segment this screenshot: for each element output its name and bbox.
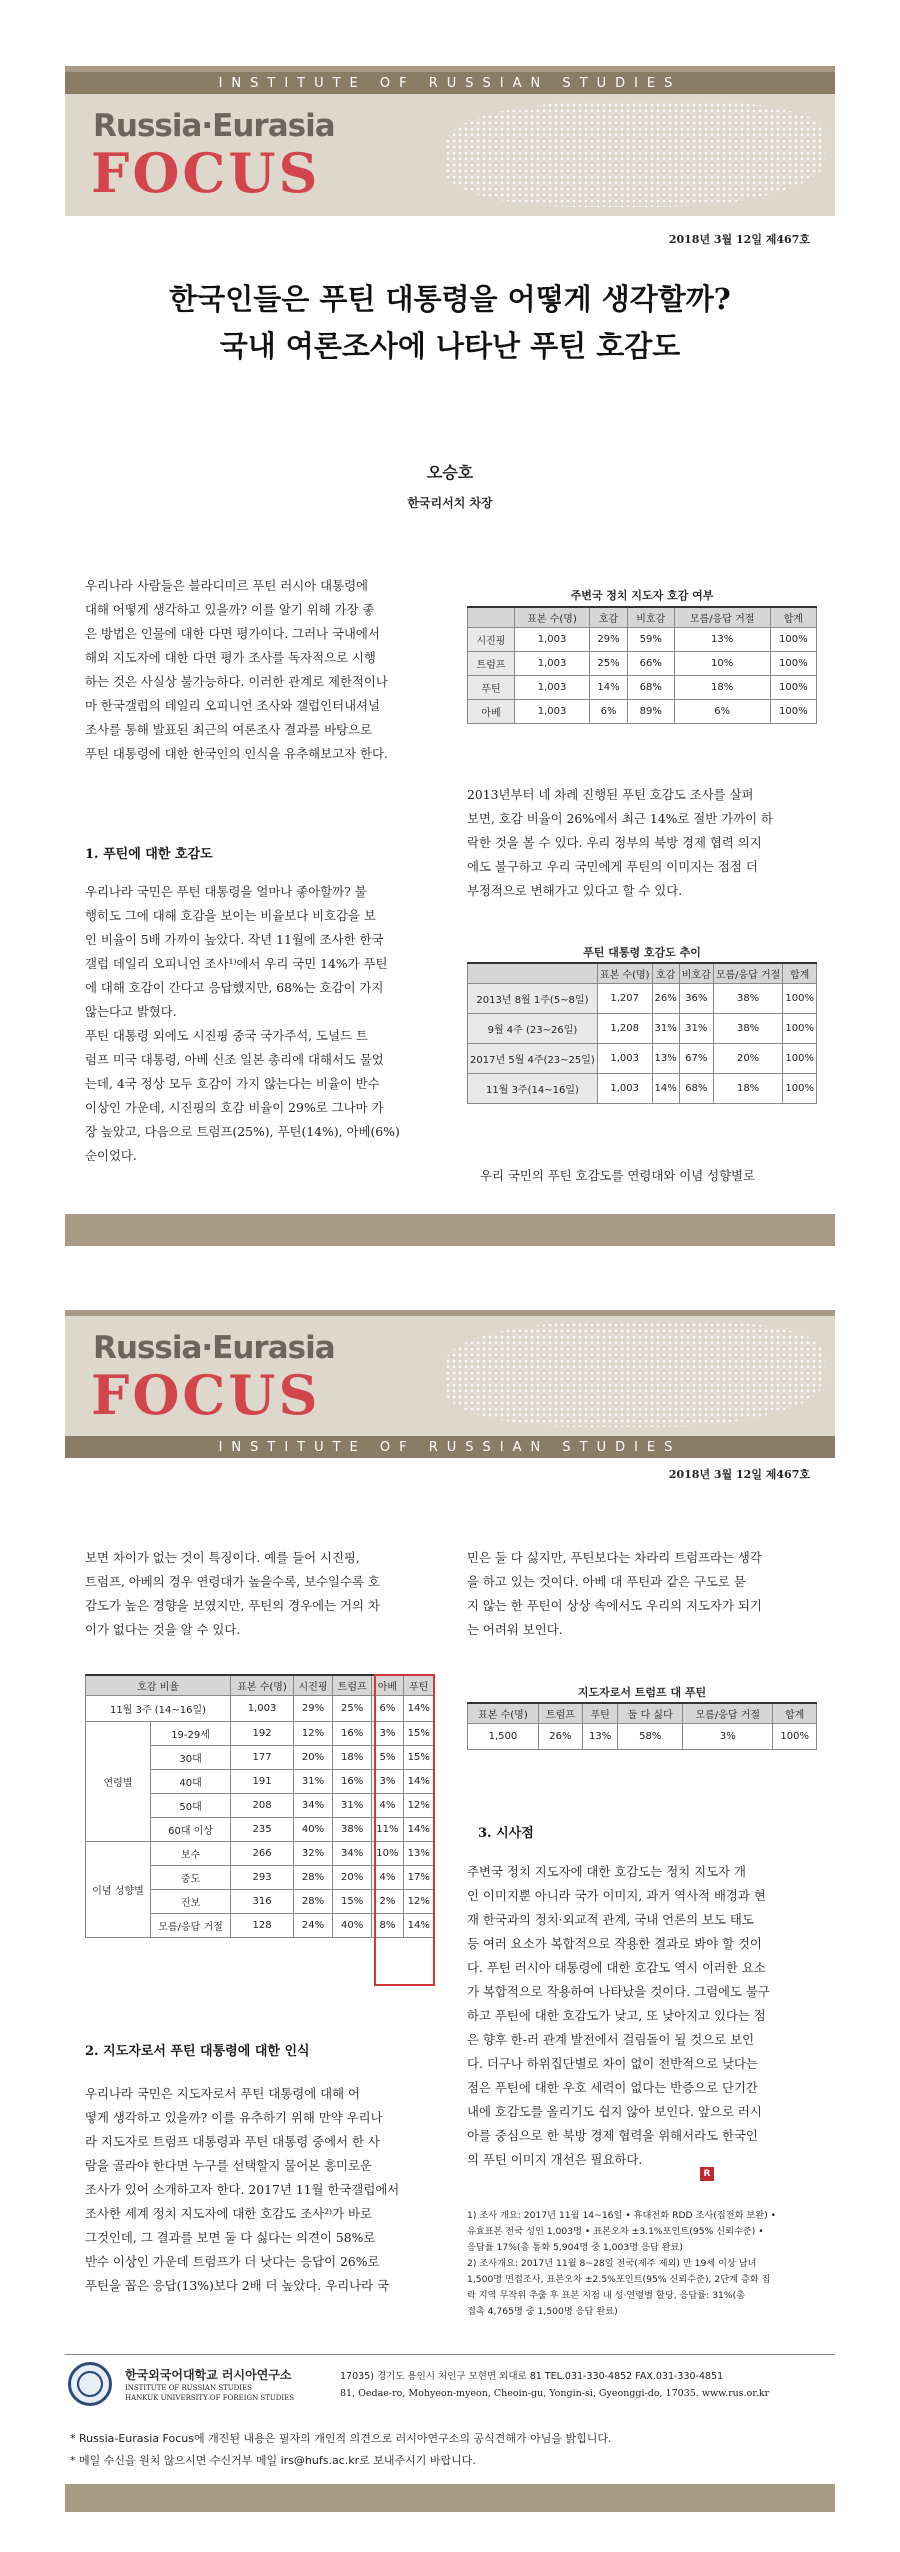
table-row: [468, 984, 817, 1014]
table-cell: 29%: [293, 1696, 332, 1722]
s1b-line: 장 높았고, 다음으로 트럼프(25%), 푸틴(14%), 아베(6%): [85, 1124, 400, 1139]
s2-line: 조사가 있어 소개하고자 한다. 2017년 11월 한국갤럽에서: [85, 2182, 400, 2197]
map-graphic-2: [445, 1322, 825, 1427]
s1a-line: 갤럽 데일리 오피니언 조사¹⁾에서 우리 국민 14%가 푸틴: [85, 956, 388, 971]
section-2-paragraph: [85, 2082, 435, 2298]
table-cell: 31%: [652, 1014, 679, 1044]
table-cell: 1,208: [597, 1014, 652, 1044]
breakdown-text-line: 트럼프, 아베의 경우 연령대가 높을수록, 보수일수록 호: [85, 1574, 380, 1589]
table-cell: 표본 수(명): [231, 1675, 294, 1696]
table-cell: 11%: [372, 1818, 403, 1842]
section-1-heading: 1. 푸틴에 대한 호감도: [85, 847, 213, 862]
table-cell: 31%: [679, 1014, 713, 1044]
s3-line: 재 한국과의 정치·외교적 관계, 국내 언론의 보도 태도: [467, 1912, 754, 1927]
choice-text-line: 는 어려워 보인다.: [467, 1622, 563, 1637]
s3-line: 의 푸틴 이미지 개선은 필요하다.: [467, 2152, 643, 2167]
table-cell: 36%: [679, 984, 713, 1014]
table-cell: 6%: [590, 700, 628, 724]
table-cell: [468, 963, 598, 984]
table-cell: 10%: [674, 652, 770, 676]
table-cell: 19-29세: [151, 1722, 231, 1746]
s1a-line: 행히도 그에 대해 호감을 보이는 비율보다 비호감을 보: [85, 908, 376, 923]
table-cell: 40%: [293, 1818, 332, 1842]
s2-line: 푸틴을 꼽은 응답(13%)보다 2배 더 높았다. 우리나라 국: [85, 2278, 390, 2293]
table-cell: 2%: [372, 1890, 403, 1914]
table-cell: 트럼프: [538, 1703, 582, 1724]
table-cell: 표본 수(명): [597, 963, 652, 984]
continued-line: 우리 국민의 푸틴 호감도를 연령대와 이념 성향별로: [480, 1168, 755, 1183]
s3-line: 등 여러 요소가 복합적으로 작용한 결과로 봐야 할 것이: [467, 1936, 762, 1951]
table-cell: 3%: [372, 1770, 403, 1794]
table-cell: 18%: [713, 1074, 783, 1104]
section-2-heading: 2. 지도자로서 푸틴 대통령에 대한 인식: [85, 2044, 310, 2059]
table-cell: 50대: [151, 1794, 231, 1818]
breakdown-text-line: 감도가 높은 경향을 보였지만, 푸틴의 경우에는 거의 차: [85, 1598, 380, 1613]
table-cell: 합계: [770, 607, 816, 628]
table-putin-trend: [467, 962, 817, 1104]
table-cell: 9월 4주 (23~26일): [468, 1014, 598, 1044]
table-cell: 191: [231, 1770, 294, 1794]
choice-text-line: 지 않는 한 푸틴이 상상 속에서도 우리의 지도자가 되기: [467, 1598, 762, 1613]
table-cell: 28%: [293, 1890, 332, 1914]
map-graphic: [445, 102, 825, 207]
table-cell: 18%: [333, 1746, 372, 1770]
s1b-line: 순이었다.: [85, 1148, 137, 1163]
table-cell: 20%: [293, 1746, 332, 1770]
table-cell: 266: [231, 1842, 294, 1866]
s3-line: 가 복합적으로 작용하여 나타났을 것이다. 그럼에도 불구: [467, 1984, 770, 1999]
table-cell: 20%: [713, 1044, 783, 1074]
intro-paragraph: [85, 574, 435, 766]
brand-top: Russia·Eurasia: [93, 108, 335, 144]
table-cell: 68%: [627, 676, 674, 700]
leader-choice-paragraph: [467, 1546, 817, 1642]
table-cell: 31%: [333, 1794, 372, 1818]
s2-line: 떻게 생각하고 있을까? 이를 유추하기 위해 만약 우리나: [85, 2110, 383, 2125]
table-cell: 20%: [333, 1866, 372, 1890]
page1-bottom-band: [65, 1214, 835, 1246]
table-cell: 14%: [403, 1818, 434, 1842]
table-cell: 트럼프: [468, 652, 515, 676]
table-cell: 14%: [403, 1914, 434, 1938]
table-cell: 38%: [713, 1014, 783, 1044]
table-cell: 38%: [713, 984, 783, 1014]
s1b-line: 이상인 가운데, 시진핑의 호감 비율이 29%로 그나마 가: [85, 1100, 384, 1115]
footnote-line: 락 지역 무작위 추출 후 표본 지점 내 성·연령별 할당, 응답률: 31%(총: [467, 2290, 746, 2301]
masthead: [65, 94, 835, 216]
s3-line: 점은 푸틴에 대한 우호 세력이 없다는 반증으로 단기간: [467, 2080, 758, 2095]
s3-line: 다. 더구나 하위집단별로 차이 없이 전반적으로 낮다는: [467, 2056, 758, 2071]
table-cell: 1,003: [514, 676, 589, 700]
table-cell: 진보: [151, 1890, 231, 1914]
breakdown-text-line: 이가 없다는 것을 알 수 있다.: [85, 1622, 241, 1637]
table-cell: 12%: [403, 1890, 434, 1914]
table-cell: 푸틴: [468, 676, 515, 700]
table-cell: 푸틴: [403, 1675, 434, 1696]
table-cell: 1,003: [597, 1074, 652, 1104]
table-cell: 1,003: [597, 1044, 652, 1074]
table-cell: 1,003: [514, 628, 589, 652]
trend-line: 에도 불구하고 우리 국민에게 푸틴의 이미지는 점점 더: [467, 859, 758, 874]
table-cell: 26%: [652, 984, 679, 1014]
table-cell: 15%: [403, 1746, 434, 1770]
intro-line: 대해 어떻게 생각하고 있을까? 이를 알기 위해 가장 좋: [85, 602, 375, 617]
intro-line: 해외 지도자에 대한 다면 평가 조사를 독자적으로 시행: [85, 650, 376, 665]
s1a-line: 에 대해 호감이 간다고 응답했지만, 68%는 호감이 가지: [85, 980, 384, 995]
table-header-row: [468, 607, 817, 628]
table-cell: 8%: [372, 1914, 403, 1938]
table-cell: 26%: [538, 1724, 582, 1750]
table-cell: 표본 수(명): [468, 1703, 539, 1724]
s2-line: 람을 골라야 한다면 누구를 선택할지 물어본 흥미로운: [85, 2158, 372, 2173]
table-cell: 14%: [590, 676, 628, 700]
table-cell: 4%: [372, 1866, 403, 1890]
table-cell: 아베: [372, 1675, 403, 1696]
footnote-line: 1,500명 면접조사, 표본오차 ±2.5%포인트(95% 신뢰수준), 2단계 층화 집: [467, 2274, 771, 2285]
unsubscribe-note: * 메일 수신을 원치 않으시면 수신거부 메일 irs@hufs.ac.kr로 보내주시기 바랍니다.: [70, 2454, 476, 2467]
org-name-en2: HANKUK UNIVERSITY OF FOREIGN STUDIES: [125, 2394, 295, 2402]
age-ideology-paragraph: [85, 1546, 435, 1642]
page-title-line2: 국내 여론조사에 나타난 푸틴 호감도: [219, 329, 681, 363]
table-cell: 3%: [372, 1722, 403, 1746]
trend-line: 락한 것을 볼 수 있다. 우리 정부의 북방 경제 협력 의지: [467, 835, 762, 850]
table-cell: 68%: [679, 1074, 713, 1104]
table-cell: 호감 비율: [86, 1675, 231, 1696]
brand-focus-2: FOCUS: [91, 1363, 321, 1427]
footnote-line: 응답률 17%(총 통화 5,904명 중 1,003명 응답 완료): [467, 2242, 684, 2253]
table-cell: 16%: [333, 1722, 372, 1746]
intro-line: 우리나라 사람들은 블라디미르 푸틴 러시아 대통령에: [85, 578, 369, 593]
section-1-paragraph-b: [85, 1024, 435, 1168]
institute-banner-2: INSTITUTE OF RUSSIAN STUDIES: [65, 1436, 835, 1458]
end-mark: R: [700, 2167, 714, 2181]
s3-line: 내에 호감도를 올리기도 쉽지 않아 보인다. 앞으로 러시: [467, 2104, 762, 2119]
page-title-line1: 한국인들은 푸틴 대통령을 어떻게 생각할까?: [169, 282, 731, 316]
table-row: [468, 1724, 817, 1750]
table-cell: 293: [231, 1866, 294, 1890]
table-cell: 1,003: [514, 700, 589, 724]
table-cell: 177: [231, 1746, 294, 1770]
table-cell: 11월 3주 (14~16일): [86, 1696, 231, 1722]
table-row: [468, 628, 817, 652]
trend-paragraph: [467, 783, 817, 903]
table-cell: 29%: [590, 628, 628, 652]
table-cell: 트럼프: [333, 1675, 372, 1696]
table-cell: 100%: [773, 1724, 817, 1750]
issue-date-2: 2018년 3월 12일 제467호: [668, 1468, 810, 1481]
table-cell: 2013년 8월 1주(5~8일): [468, 984, 598, 1014]
s1b-line: 는데, 4국 정상 모두 호감이 가지 않는다는 비율이 반수: [85, 1076, 380, 1091]
table-cell: 34%: [333, 1842, 372, 1866]
s1a-line: 우리나라 국민은 푸틴 대통령을 얼마나 좋아할까? 불: [85, 884, 367, 899]
table-cell: 1,003: [231, 1696, 294, 1722]
s3-line: 다. 푸틴 러시아 대통령에 대한 호감도 역시 이러한 요소: [467, 1960, 766, 1975]
table-cell: 15%: [333, 1890, 372, 1914]
table-cell: 12%: [403, 1794, 434, 1818]
section-1-paragraph-a: [85, 880, 435, 1024]
table-cell: 14%: [403, 1770, 434, 1794]
table-cell: 58%: [618, 1724, 683, 1750]
table-cell: 16%: [333, 1770, 372, 1794]
choice-text-line: 을 하고 있는 것이다. 아베 대 푸틴과 같은 구도로 묻: [467, 1574, 746, 1589]
footnote-line: 유효표본 전국 성인 1,003명 • 표본오차 ±3.1%포인트(95% 신뢰수준) •: [467, 2226, 764, 2237]
table2-title: 푸틴 대통령 호감도 추이: [583, 946, 701, 959]
table-cell: 중도: [151, 1866, 231, 1890]
table-cell: 6%: [674, 700, 770, 724]
table-cell: 128: [231, 1914, 294, 1938]
table-cell: 보수: [151, 1842, 231, 1866]
table-cell: 100%: [770, 700, 816, 724]
intro-line: 은 방법은 인물에 대한 다면 평가이다. 그러나 국내에서: [85, 626, 380, 641]
table-cell: 합계: [783, 963, 817, 984]
table-cell: 11월 3주(14~16일): [468, 1074, 598, 1104]
org-name-en1: INSTITUTE OF RUSSIAN STUDIES: [125, 2384, 252, 2392]
table-cell: 34%: [293, 1794, 332, 1818]
table-cell: 호감: [590, 607, 628, 628]
s1a-line: 인 비율이 5배 가까이 높았다. 작년 11월에 조사한 한국: [85, 932, 384, 947]
table-cell: 100%: [770, 676, 816, 700]
table-row: [468, 652, 817, 676]
intro-line: 마 한국갤럽의 데일리 오피니언 조사와 갤럽인터내셔널: [85, 698, 380, 713]
intro-line: 하는 것은 사실상 불가능하다. 이러한 관계로 제한적이나: [85, 674, 388, 689]
table-cell: 시진핑: [293, 1675, 332, 1696]
table-cell: 아베: [468, 700, 515, 724]
trend-line: 부정적으로 변해가고 있다고 할 수 있다.: [467, 883, 683, 898]
table-cell: 208: [231, 1794, 294, 1818]
issue-date: 2018년 3월 12일 제467호: [668, 233, 810, 246]
s3-line: 주변국 정치 지도자에 대한 호감도는 정치 지도자 개: [467, 1864, 746, 1879]
table-row: [468, 676, 817, 700]
table-cell: 235: [231, 1818, 294, 1842]
table-cell: 호감: [652, 963, 679, 984]
table-cell: 192: [231, 1722, 294, 1746]
table-cell: 17%: [403, 1866, 434, 1890]
table-cell: 100%: [783, 984, 817, 1014]
table-leader-favorability: [467, 606, 817, 724]
table-cell: 4%: [372, 1794, 403, 1818]
table-cell: 100%: [783, 1014, 817, 1044]
trend-line: 보면, 호감 비율이 26%에서 최근 14%로 절반 가까이 하: [467, 811, 773, 826]
table-cell: 28%: [293, 1866, 332, 1890]
footnote-line: 2) 조사개요: 2017년 11월 8~28일 전국(제주 제외) 만 19세 이상 남녀: [467, 2258, 757, 2269]
s1b-line: 푸틴 대통령 외에도 시진핑 중국 국가주석, 도널드 트: [85, 1028, 368, 1043]
table-cell: 100%: [770, 652, 816, 676]
table-cell: 15%: [403, 1722, 434, 1746]
org-name-ko: 한국외국어대학교 러시아연구소: [125, 2368, 292, 2382]
choice-text-line: 민은 둘 다 싫지만, 푸틴보다는 차라리 트럼프라는 생각: [467, 1550, 762, 1565]
table-cell: 100%: [783, 1044, 817, 1074]
table-cell: 13%: [652, 1044, 679, 1074]
table-cell: 14%: [652, 1074, 679, 1104]
section-3-heading: 3. 시사점: [478, 1826, 534, 1841]
s2-line: 우리나라 국민은 지도자로서 푸틴 대통령에 대해 어: [85, 2086, 360, 2101]
footnote-line: 접촉 4,765명 중 1,500명 응답 완료): [467, 2306, 618, 2317]
table-cell: 1,003: [514, 652, 589, 676]
institute-banner: INSTITUTE OF RUSSIAN STUDIES: [65, 72, 835, 94]
table-cell: 25%: [333, 1696, 372, 1722]
putin-column-highlight: [374, 1674, 435, 1986]
table-cell: 1,500: [468, 1724, 539, 1750]
address-ko: 17035) 경기도 용인시 처인구 모현면 외대로 81 TEL.031-330-4852 FAX.031-330-4851: [340, 2371, 724, 2382]
trend-line: 2013년부터 네 차례 진행된 푸틴 호감도 조사를 살펴: [467, 787, 754, 802]
table-trump-vs-putin: [467, 1702, 817, 1750]
footer-divider: [65, 2354, 835, 2355]
table-cell: 40대: [151, 1770, 231, 1794]
table-cell: 모름/응답 거절: [151, 1914, 231, 1938]
table-cell: 40%: [333, 1914, 372, 1938]
table-cell: 13%: [403, 1842, 434, 1866]
table-cell: 30대: [151, 1746, 231, 1770]
table4-title: 지도자로서 트럼프 대 푸틴: [577, 1686, 707, 1699]
table-cell: 60대 이상: [151, 1818, 231, 1842]
table1-title: 주변국 정치 지도자 호감 여부: [570, 589, 714, 602]
s1b-line: 럼프 미국 대통령, 아베 신조 일본 총리에 대해서도 물었: [85, 1052, 384, 1067]
table-header-row: [468, 1703, 817, 1724]
s1a-line: 않는다고 밝혔다.: [85, 1004, 177, 1019]
author: 오승호: [426, 463, 474, 482]
brand-focus: FOCUS: [91, 141, 321, 205]
table-cell: 모름/응답 거절: [674, 607, 770, 628]
s2-line: 조사한 세계 정치 지도자에 대한 호감도 조사²⁾가 바로: [85, 2206, 372, 2221]
table-cell: 연령별: [86, 1722, 151, 1842]
s2-line: 라 지도자로 트럼프 대통령과 푸틴 대통령 중에서 한 사: [85, 2134, 380, 2149]
table-row: [468, 700, 817, 724]
table-cell: 둘 다 싫다: [618, 1703, 683, 1724]
table-cell: 합계: [773, 1703, 817, 1724]
table-cell: 비호감: [627, 607, 674, 628]
s3-line: 하고 푸틴에 대한 호감도가 낮고, 또 낮아지고 있다는 점: [467, 2008, 766, 2023]
table-cell: 67%: [679, 1044, 713, 1074]
footnote-line: 1) 조사 개요: 2017년 11월 14~16일 • 휴대전화 RDD 조사(집전화 보완) •: [467, 2210, 777, 2221]
s2-line: 반수 이상인 가운데 트럼프가 더 낫다는 응답이 26%로: [85, 2254, 380, 2269]
brand-top-2: Russia·Eurasia: [93, 1330, 335, 1366]
s2-line: 그것인데, 그 결과를 보면 둘 다 싫다는 의견이 58%로: [85, 2230, 376, 2245]
table-cell: 5%: [372, 1746, 403, 1770]
address-en: 81, Oedae-ro, Mohyeon-myeon, Cheoin-gu, Yongin-si, Gyeonggi-do, 17035. www.rus.or.kr: [340, 2388, 770, 2399]
table-cell: 66%: [627, 652, 674, 676]
affiliation: 한국리서치 차장: [407, 496, 493, 510]
table-cell: 모름/응답 거절: [683, 1703, 773, 1724]
table-cell: 31%: [293, 1770, 332, 1794]
table-cell: 316: [231, 1890, 294, 1914]
masthead-2: [65, 1316, 835, 1436]
table-row: [468, 1014, 817, 1044]
table-cell: 100%: [770, 628, 816, 652]
disclaimer: * Russia-Eurasia Focus에 개진된 내용은 필자의 개인적 의견으로 러시아연구소의 공식견해가 아님을 밝힙니다.: [70, 2432, 612, 2445]
table-cell: 모름/응답 거절: [713, 963, 783, 984]
table-cell: 이념 성향별: [86, 1842, 151, 1938]
table-cell: 89%: [627, 700, 674, 724]
table-cell: 비호감: [679, 963, 713, 984]
table-cell: 59%: [627, 628, 674, 652]
table-cell: 24%: [293, 1914, 332, 1938]
table-header-row: [468, 963, 817, 984]
table-cell: 100%: [783, 1074, 817, 1104]
table-row: [468, 1074, 817, 1104]
table-cell: 3%: [683, 1724, 773, 1750]
table-cell: 13%: [674, 628, 770, 652]
table-cell: 표본 수(명): [514, 607, 589, 628]
s3-line: 은 향후 한-러 관계 발전에서 걸림돌이 될 것으로 보인: [467, 2032, 755, 2047]
table-cell: 18%: [674, 676, 770, 700]
section-3-paragraph: [467, 1860, 817, 2172]
table-cell: 14%: [403, 1696, 434, 1722]
table-cell: 25%: [590, 652, 628, 676]
table-cell: 시진핑: [468, 628, 515, 652]
table-cell: [468, 607, 515, 628]
s3-line: 아를 중심으로 한 북방 경제 협력을 위해서라도 한국인: [467, 2128, 758, 2143]
page2-bottom-band: [65, 2484, 835, 2512]
intro-line: 조사를 통해 발표된 최근의 여론조사 결과를 바탕으로: [85, 722, 372, 737]
table-cell: 2017년 5월 4주(23~25일): [468, 1044, 598, 1074]
table-cell: 32%: [293, 1842, 332, 1866]
table-cell: 10%: [372, 1842, 403, 1866]
footnotes: [467, 2208, 817, 2320]
s3-line: 인 이미지뿐 아니라 국가 이미지, 과거 역사적 배경과 현: [467, 1888, 766, 1903]
table-cell: 6%: [372, 1696, 403, 1722]
table-row: [468, 1044, 817, 1074]
table-cell: 38%: [333, 1818, 372, 1842]
table-cell: 12%: [293, 1722, 332, 1746]
university-seal: [68, 2362, 112, 2406]
intro-line: 푸틴 대통령에 대한 한국인의 인식을 유추해보고자 한다.: [85, 746, 388, 761]
breakdown-text-line: 보면 차이가 없는 것이 특징이다. 예를 들어 시진핑,: [85, 1550, 360, 1565]
table-cell: 1,207: [597, 984, 652, 1014]
table-cell: 푸틴: [582, 1703, 617, 1724]
table-cell: 13%: [582, 1724, 617, 1750]
